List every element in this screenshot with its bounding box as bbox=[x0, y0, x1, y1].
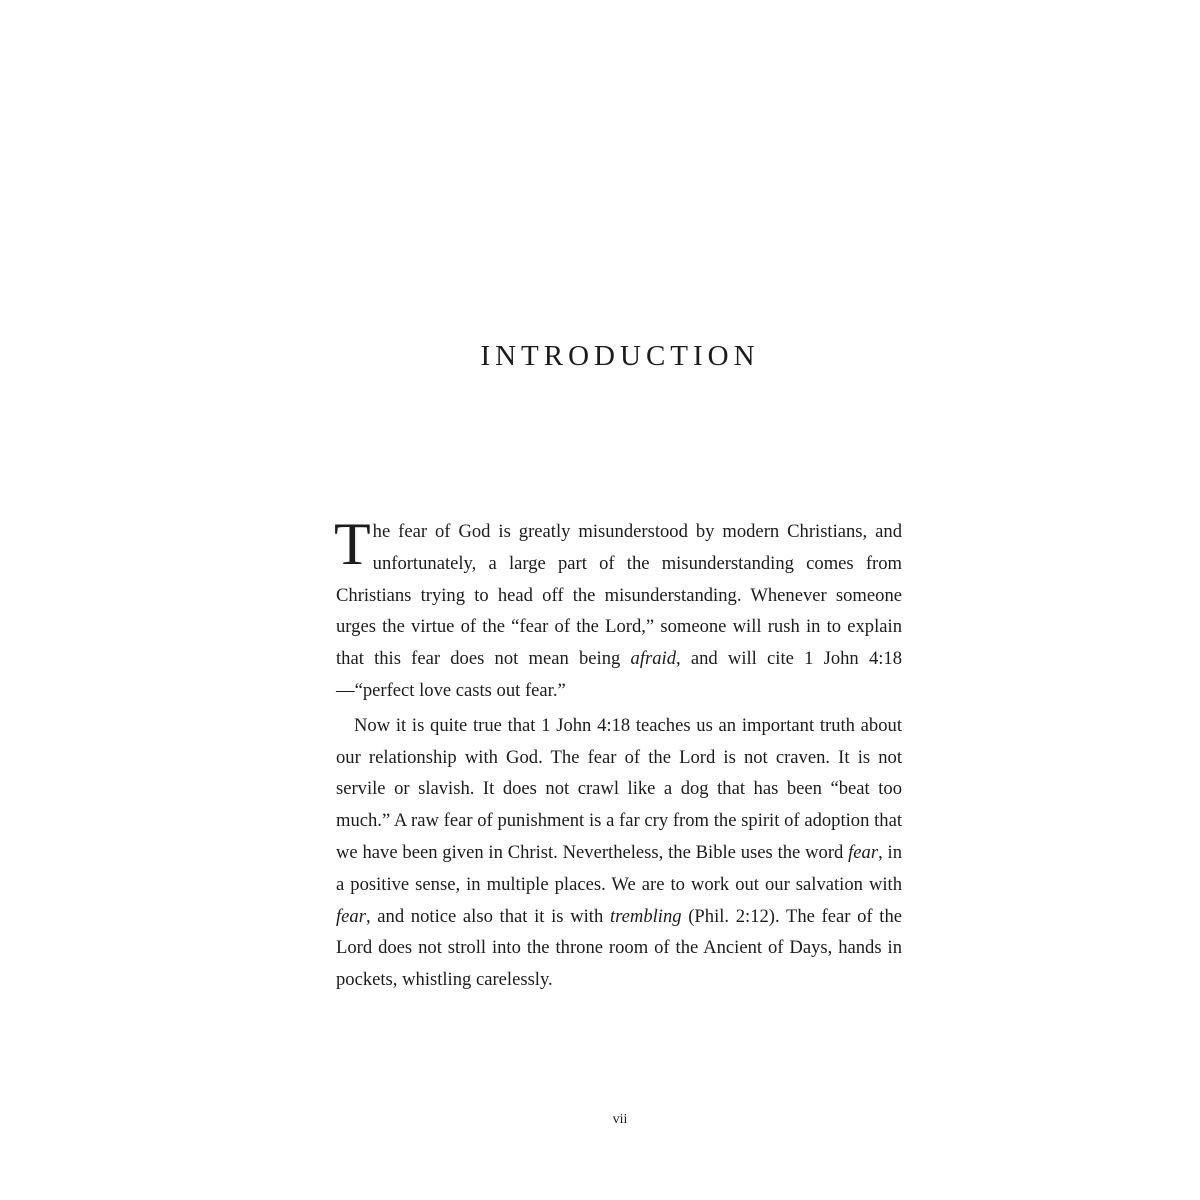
italic-word: afraid bbox=[630, 648, 676, 670]
text-segment: , in a positive sense, in multiple places. We are to work out our salvation with bbox=[336, 841, 903, 895]
drop-cap: T bbox=[334, 511, 371, 577]
text-segment: , and notice also that it is with bbox=[365, 905, 610, 927]
text-segment: he fear of God is greatly misunderstood by modern Christians, and unfortunately, a large part of the misunderstanding comes from Christians trying to head off the misunderstanding. Whenever someone urges the virtue of the “fear of the Lord,” someone will rush in to explain that this fear does not mean being bbox=[336, 521, 902, 670]
text-segment: Now it is quite true that 1 John 4:18 teaches us an important truth about our relationship with God. The fear of the Lord is not craven. It is not servile or slavish. It does not crawl like a dog that has been “beat too much.” A raw fear of punishment is a far cry from the spirit of adoption that we have been given in Christ. Nevertheless, the Bible uses the word bbox=[336, 714, 902, 863]
text-segment: , and will cite 1 John 4:18—“perfect love casts out fear.” bbox=[336, 648, 902, 701]
page-number: vii bbox=[612, 1112, 628, 1127]
text-segment: (Phil. 2:12). The fear of the Lord does not stroll into the throne room of the Ancient of Days, hands in pockets, whistling carelessly. bbox=[336, 905, 902, 991]
body-text bbox=[334, 511, 903, 996]
paragraph-1 bbox=[334, 511, 902, 707]
italic-word: fear bbox=[848, 841, 879, 863]
italic-word: fear bbox=[336, 905, 366, 927]
chapter-title: INTRODUCTION bbox=[480, 340, 760, 372]
paragraph-2 bbox=[336, 710, 902, 996]
italic-word: trembling bbox=[609, 905, 682, 927]
